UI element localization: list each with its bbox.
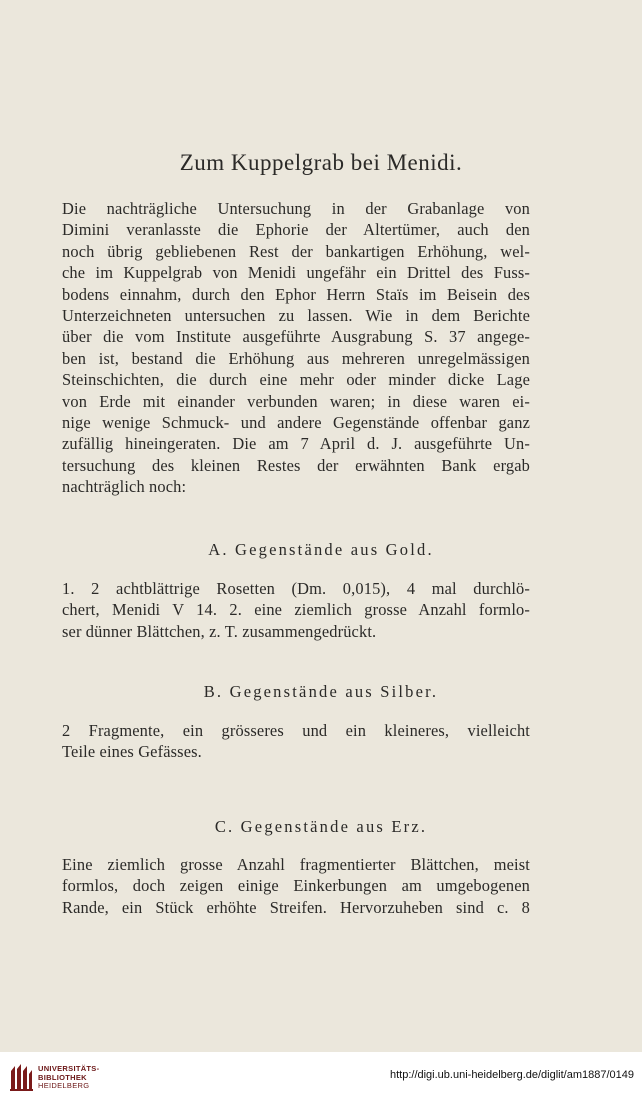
show-through-text (380, 55, 580, 145)
intro-line: nachträglich noch: (62, 477, 187, 497)
intro-line: bodens einnahm, durch den Ephor Herrn Staïs im Beisein des (62, 284, 530, 304)
intro-line: nige wenige Schmuck- und andere Gegenstände offenbar ganz (62, 413, 530, 433)
library-name-line3: HEIDELBERG (38, 1081, 90, 1090)
section-c-line: Eine ziemlich grosse Anzahl fragmentierter Blättchen, meist (62, 855, 530, 874)
intro-line: tersuchung des kleinen Restes der erwähnten Bank ergab (62, 455, 530, 475)
heidelberg-library-logo-icon[interactable] (8, 1062, 34, 1092)
permalink-url[interactable]: http://digi.ub.uni-heidelberg.de/diglit/am1887/0149 (389, 1069, 634, 1081)
section-c-paragraph (62, 854, 530, 918)
section-a-paragraph (62, 578, 530, 642)
section-b-paragraph (62, 720, 530, 763)
section-c-heading: C. Gegenstände aus Erz. (214, 817, 428, 836)
intro-line: che im Kuppelgrab von Menidi ungefähr ein Drittel des Fuss- (62, 263, 530, 283)
intro-line: noch übrig gebliebenen Rest der bankartigen Erhöhung, wel- (62, 241, 530, 261)
intro-line: Unterzeichneten untersuchen zu lassen. Wie in dem Berichte (62, 306, 530, 326)
intro-line: von Erde mit einander verbunden waren; in diese waren ei- (62, 391, 530, 411)
section-a-line: ser dünner Blättchen, z. T. zusammengedrückt. (62, 621, 377, 641)
intro-line: Steinschichten, die durch eine mehr oder minder dicke Lage (62, 370, 530, 390)
intro-line: zufällig hineingeraten. Die am 7 April d. J. ausgeführte Un- (62, 434, 530, 454)
library-name (38, 1065, 99, 1091)
intro-paragraph (62, 198, 530, 498)
library-name-line2: BIBLIOTHEK (38, 1072, 87, 1082)
section-b-line: 2 Fragmente, ein grösseres und ein kleineres, vielleicht (62, 721, 530, 740)
section-a-heading: A. Gegenstände aus Gold. (208, 540, 434, 559)
section-b-heading: B. Gegenstände aus Silber. (203, 682, 439, 701)
section-a-line: 1. 2 achtblättrige Rosetten (Dm. 0,015), 4 mal durchlö- (62, 579, 530, 598)
intro-line: Die nachträgliche Untersuchung in der Grabanlage von (62, 199, 530, 218)
footer-bar (0, 1052, 642, 1101)
intro-line: Dimini veranlasste die Ephorie der Altertümer, auch den (62, 220, 530, 240)
section-a-line: chert, Menidi V 14. 2. eine ziemlich grosse Anzahl formlo- (62, 600, 530, 620)
library-name-line1: UNIVERSITÄTS- (38, 1064, 100, 1073)
section-b-line: Teile eines Gefässes. (62, 742, 202, 762)
intro-line: ben ist, bestand die Erhöhung aus mehreren unregelmässigen (62, 348, 530, 368)
article-title: Zum Kuppelgrab bei Menidi. (179, 150, 463, 175)
section-c-line: formlos, doch zeigen einige Einkerbungen am umgebogenen (62, 876, 530, 896)
section-c-line: Rande, ein Stück erhöhte Streifen. Hervorzuheben sind c. 8 (62, 897, 530, 917)
intro-line: über die vom Institute ausgeführte Ausgrabung S. 37 angege- (62, 327, 530, 347)
